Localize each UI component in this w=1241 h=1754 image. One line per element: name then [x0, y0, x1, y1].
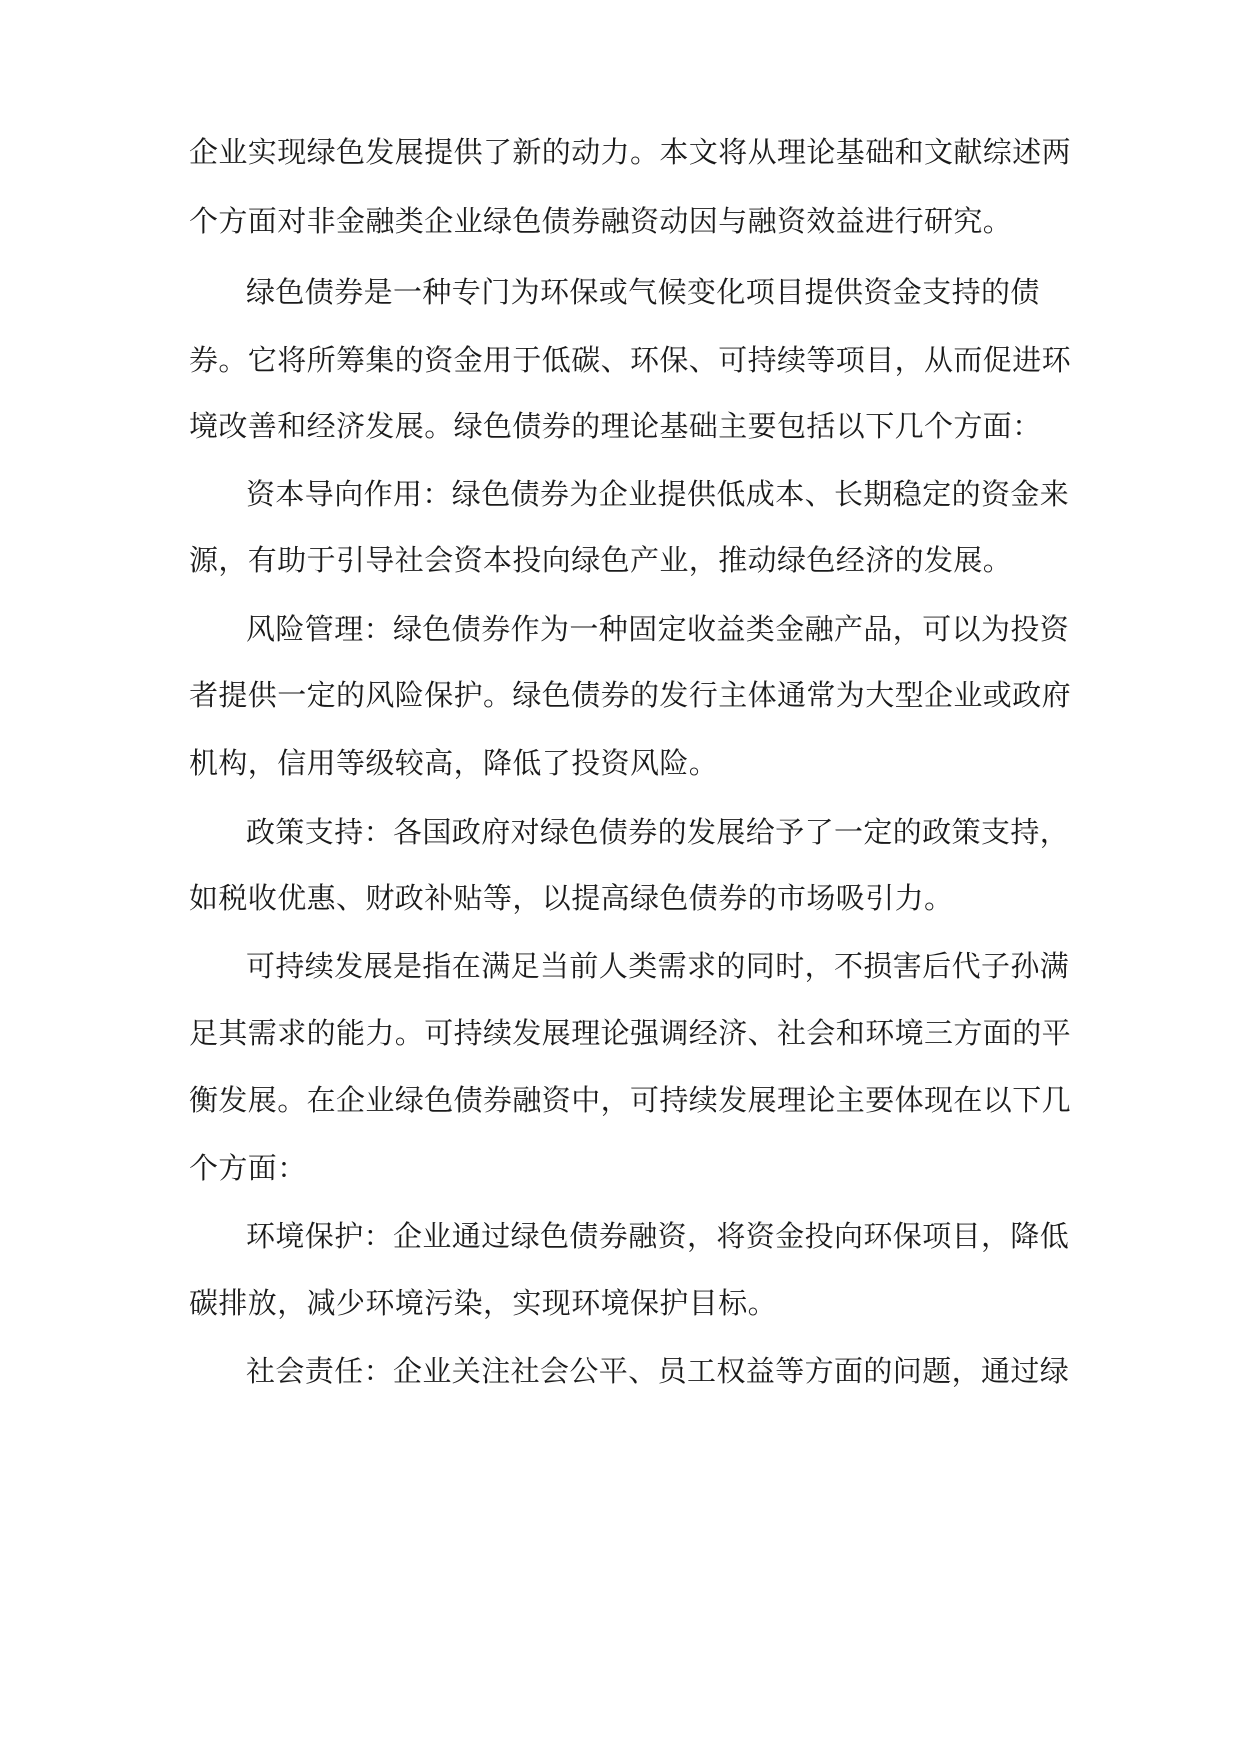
text-line: 个方面： — [189, 1151, 307, 1185]
paragraph-first-line: 可持续发展是指在满足当前人类需求的同时，不损害后代子孙满 — [246, 949, 1070, 983]
text-line: 券。它将所筹集的资金用于低碳、环保、可持续等项目，从而促进环 — [189, 343, 1072, 377]
text-line: 境改善和经济发展。绿色债券的理论基础主要包括以下几个方面： — [189, 409, 1042, 443]
paragraph-first-line: 风险管理：绿色债券作为一种固定收益类金融产品，可以为投资 — [246, 612, 1070, 646]
paragraph-first-line: 政策支持：各国政府对绿色债券的发展给予了一定的政策支持， — [246, 815, 1070, 849]
paragraph-first-line: 资本导向作用：绿色债券为企业提供低成本、长期稳定的资金来 — [246, 477, 1070, 511]
paragraph-first-line: 环境保护：企业通过绿色债券融资，将资金投向环保项目，降低 — [246, 1219, 1070, 1253]
text-line: 碳排放，减少环境污染，实现环境保护目标。 — [189, 1286, 778, 1320]
paragraph-first-line: 社会责任：企业关注社会公平、员工权益等方面的问题，通过绿 — [246, 1354, 1070, 1388]
paragraph-first-line: 绿色债券是一种专门为环保或气候变化项目提供资金支持的债 — [246, 275, 1040, 309]
text-line: 衡发展。在企业绿色债券融资中，可持续发展理论主要体现在以下几 — [189, 1083, 1072, 1117]
text-line: 源，有助于引导社会资本投向绿色产业，推动绿色经济的发展。 — [189, 543, 1013, 577]
text-line: 机构，信用等级较高，降低了投资风险。 — [189, 746, 719, 780]
text-line: 企业实现绿色发展提供了新的动力。本文将从理论基础和文献综述两 — [189, 135, 1072, 169]
text-line: 足其需求的能力。可持续发展理论强调经济、社会和环境三方面的平 — [189, 1016, 1072, 1050]
text-line: 个方面对非金融类企业绿色债券融资动因与融资效益进行研究。 — [189, 204, 1013, 238]
text-line: 者提供一定的风险保护。绿色债券的发行主体通常为大型企业或政府 — [189, 678, 1072, 712]
text-line: 如税收优惠、财政补贴等，以提高绿色债券的市场吸引力。 — [189, 881, 954, 915]
